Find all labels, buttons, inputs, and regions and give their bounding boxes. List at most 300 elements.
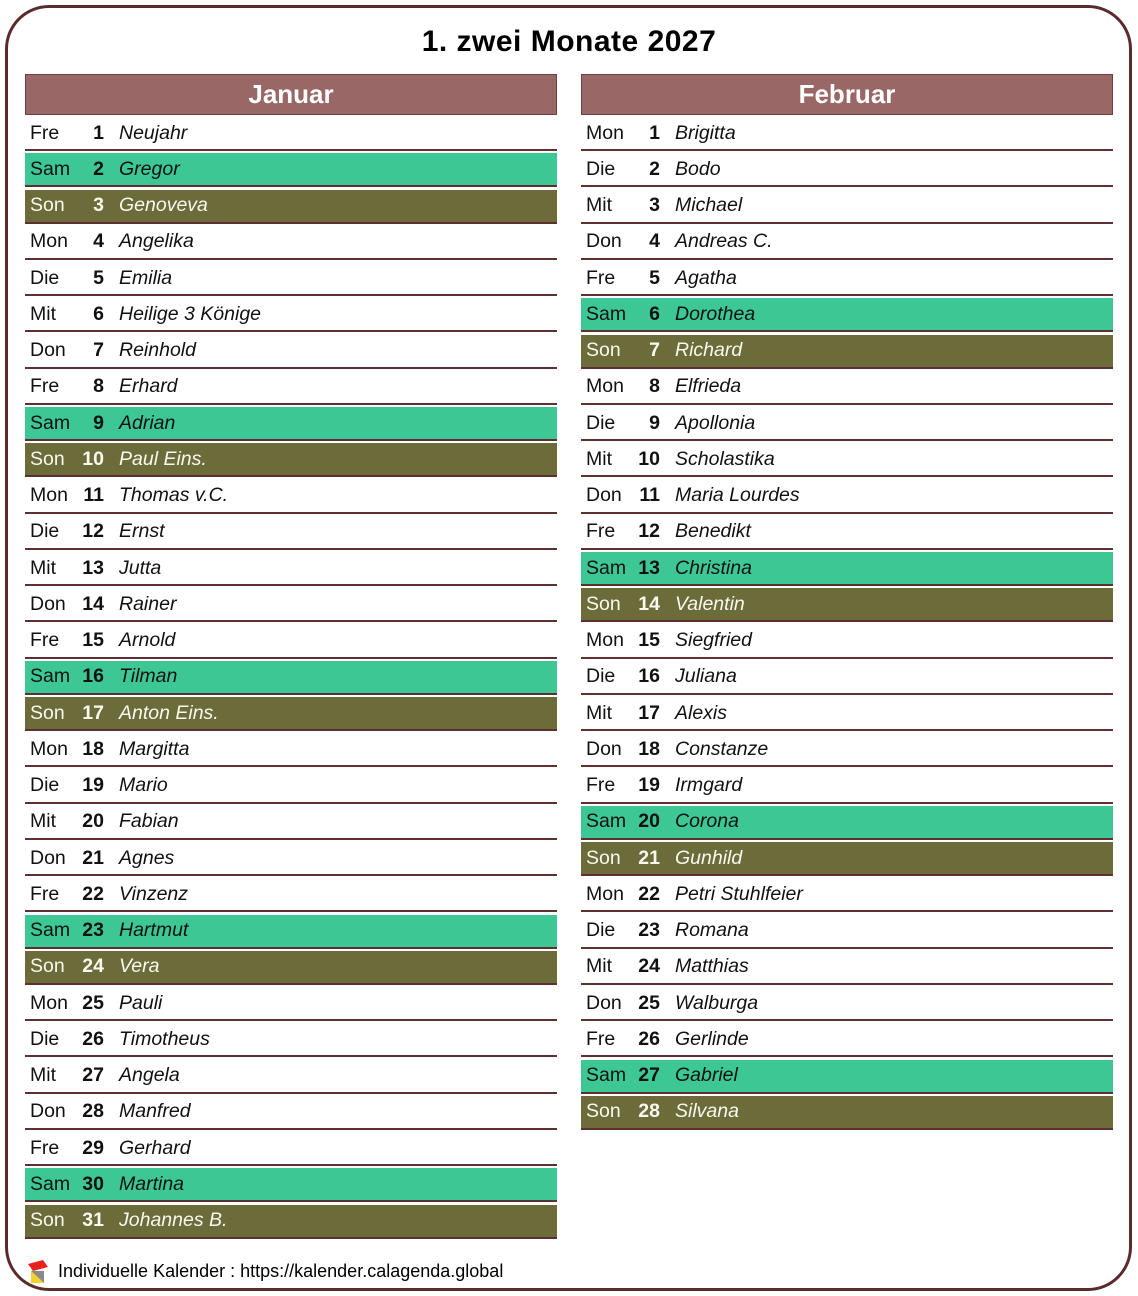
day-of-week-label: Fre [586,774,616,796]
day-band [25,842,557,876]
day-band [581,878,1113,912]
day-band [581,1096,1113,1130]
day-of-week-label: Son [30,955,65,978]
day-of-week-label: Son [586,339,621,361]
day-row [581,625,1113,661]
day-band [581,117,1113,151]
footer-calendar-link[interactable]: Individuelle Kalender : https://kalender.calagenda.global [58,1261,504,1281]
day-row [25,661,557,697]
day-of-week-label: Don [586,484,622,506]
day-number: 27 [82,1064,104,1086]
day-band [25,1168,557,1202]
name-day-label: Maria Lourdes [675,484,800,506]
day-row [25,190,557,226]
day-number: 27 [638,1064,660,1086]
day-of-week-label: Sam [586,1064,627,1086]
day-row [25,371,557,407]
name-day-label: Hartmut [119,919,189,941]
day-band [25,951,557,985]
day-row [25,915,557,951]
day-number: 24 [638,955,660,978]
day-number: 4 [93,230,104,253]
day-band [25,661,557,695]
day-number: 16 [638,665,660,688]
day-number: 17 [82,701,104,724]
day-row [581,443,1113,479]
day-row [25,480,557,516]
day-row [25,407,557,443]
day-band [581,407,1113,441]
day-band [25,190,557,224]
day-row [25,552,557,588]
day-row [25,987,557,1023]
name-day-label: Neujahr [119,121,188,144]
day-band [581,190,1113,224]
day-row [581,371,1113,407]
day-band [25,371,557,405]
name-day-label: Alexis [675,701,728,724]
name-day-label: Irmgard [675,774,743,796]
day-band [581,226,1113,260]
day-number: 6 [93,302,104,325]
day-band [581,588,1113,622]
day-of-week-label: Don [30,1100,66,1123]
day-band [25,262,557,296]
day-band [581,480,1113,514]
day-of-week-label: Fre [30,629,60,651]
name-day-label: Mario [119,774,168,796]
day-band [25,1096,557,1130]
day-number: 7 [649,339,660,361]
day-band [581,625,1113,659]
day-number: 14 [638,592,660,615]
day-of-week-label: Fre [30,375,60,398]
day-band [25,770,557,804]
name-day-label: Vinzenz [119,882,189,905]
day-band [25,806,557,840]
day-of-week-label: Son [30,701,65,724]
day-of-week-label: Die [30,520,60,543]
day-row [581,480,1113,516]
name-day-label: Elfrieda [675,375,742,398]
day-row [25,443,557,479]
day-of-week-label: Sam [30,1172,71,1195]
day-number: 12 [638,520,660,543]
day-band [25,1132,557,1166]
day-row [581,806,1113,842]
day-row [581,697,1113,733]
name-day-label: Michael [675,194,743,216]
day-number: 9 [93,411,104,434]
name-day-label: Martina [119,1172,185,1195]
day-of-week-label: Mit [586,955,612,978]
name-day-label: Vera [119,955,160,978]
day-row [25,226,557,262]
day-number: 2 [93,157,104,180]
day-number: 21 [82,846,104,869]
day-number: 16 [82,665,104,688]
day-row [25,1168,557,1204]
day-row [581,951,1113,987]
name-day-label: Reinhold [119,339,196,361]
day-band [581,1060,1113,1094]
day-band [581,516,1113,550]
day-of-week-label: Don [586,991,622,1014]
day-row [581,878,1113,914]
day-of-week-label: Sam [30,919,71,941]
day-band [25,443,557,477]
day-of-week-label: Die [30,774,60,796]
day-row [581,661,1113,697]
name-day-label: Silvana [675,1100,739,1123]
name-day-label: Apollonia [675,411,756,434]
day-of-week-label: Mit [30,810,56,833]
day-band [25,226,557,260]
day-band [581,371,1113,405]
name-day-label: Fabian [119,810,179,833]
day-of-week-label: Die [586,665,616,688]
day-band [25,697,557,731]
day-of-week-label: Sam [30,665,71,688]
name-day-label: Dorothea [675,302,756,325]
day-band [25,915,557,949]
day-band [25,987,557,1021]
day-band [581,552,1113,586]
day-of-week-label: Mon [586,121,624,144]
day-row [25,1132,557,1168]
name-day-label: Arnold [119,629,176,651]
day-row [25,806,557,842]
day-band [25,407,557,441]
day-of-week-label: Son [30,447,65,470]
day-number: 10 [638,447,660,470]
month-rows-januar [25,117,557,1241]
day-band [581,806,1113,840]
day-number: 8 [649,375,660,398]
day-row [581,588,1113,624]
day-row [581,1060,1113,1096]
name-day-label: Manfred [119,1100,191,1123]
day-number: 7 [93,339,104,361]
name-day-label: Richard [675,339,743,361]
day-of-week-label: Die [586,919,616,941]
day-number: 20 [82,810,104,833]
day-band [25,1205,557,1239]
day-of-week-label: Mon [586,629,624,651]
day-of-week-label: Mit [30,302,56,325]
footer [27,1258,503,1285]
day-number: 8 [93,375,104,398]
name-day-label: Gerhard [119,1136,191,1159]
day-of-week-label: Die [30,1027,60,1050]
day-number: 3 [649,194,660,216]
month-header-februar: Februar [581,74,1113,115]
day-of-week-label: Mon [30,991,68,1014]
name-day-label: Rainer [119,592,177,615]
day-number: 9 [649,411,660,434]
day-number: 28 [638,1100,660,1123]
day-number: 30 [82,1172,104,1195]
day-band [581,443,1113,477]
name-day-label: Christina [675,556,752,579]
day-band [25,516,557,550]
month-column-januar [25,74,557,1241]
name-day-label: Siegfried [675,629,752,651]
day-band [25,117,557,151]
day-band [581,661,1113,695]
name-day-label: Corona [675,810,739,833]
day-row [25,588,557,624]
day-of-week-label: Don [30,592,66,615]
day-row [581,153,1113,189]
name-day-label: Johannes B. [119,1209,228,1231]
day-of-week-label: Don [586,230,622,253]
day-row [581,262,1113,298]
day-number: 10 [82,447,104,470]
day-of-week-label: Mit [586,447,612,470]
day-number: 22 [638,882,660,905]
day-of-week-label: Sam [30,411,71,434]
day-row [25,878,557,914]
day-of-week-label: Fre [586,520,616,543]
month-column-februar [581,74,1113,1132]
day-row [25,153,557,189]
name-day-label: Margitta [119,737,190,760]
day-band [25,153,557,187]
day-number: 15 [638,629,660,651]
day-number: 15 [82,629,104,651]
day-number: 29 [82,1136,104,1159]
day-number: 23 [82,919,104,941]
day-row [25,335,557,371]
day-of-week-label: Fre [30,121,60,144]
day-number: 5 [649,266,660,289]
name-day-label: Thomas v.C. [119,484,229,506]
day-number: 3 [93,194,104,216]
day-row [25,1060,557,1096]
day-row [581,1023,1113,1059]
day-row [581,226,1113,262]
day-row [581,117,1113,153]
name-day-label: Erhard [119,375,178,398]
name-day-label: Agnes [119,846,175,869]
day-number: 24 [82,955,104,978]
day-row [581,190,1113,226]
name-day-label: Andreas C. [675,230,773,253]
day-of-week-label: Die [586,157,616,180]
name-day-label: Emilia [119,266,173,289]
name-day-label: Gunhild [675,846,743,869]
day-of-week-label: Mon [30,484,68,506]
day-number: 13 [638,556,660,579]
day-band [25,878,557,912]
day-band [25,552,557,586]
name-day-label: Gabriel [675,1064,738,1086]
name-day-label: Agatha [675,266,737,289]
day-of-week-label: Mon [586,882,624,905]
day-of-week-label: Fre [30,1136,60,1159]
day-number: 19 [638,774,660,796]
day-row [25,262,557,298]
name-day-label: Romana [675,919,749,941]
day-number: 11 [83,484,104,506]
day-row [581,842,1113,878]
name-day-label: Bodo [675,157,721,180]
day-band [581,335,1113,369]
day-band [25,588,557,622]
day-row [581,298,1113,334]
day-row [25,516,557,552]
name-day-label: Tilman [119,665,178,688]
day-number: 1 [93,121,104,144]
day-of-week-label: Mon [30,230,68,253]
day-band [25,1023,557,1057]
day-of-week-label: Mon [586,375,624,398]
name-day-label: Anton Eins. [119,701,219,724]
day-row [25,733,557,769]
day-band [581,1023,1113,1057]
name-day-label: Adrian [119,411,176,434]
day-band [25,480,557,514]
day-of-week-label: Son [30,1209,65,1231]
name-day-label: Walburga [675,991,759,1014]
name-day-label: Brigitta [675,121,736,144]
day-number: 31 [82,1209,104,1231]
day-number: 17 [638,701,660,724]
day-number: 12 [82,520,104,543]
day-row [25,625,557,661]
day-of-week-label: Son [586,846,621,869]
day-number: 28 [82,1100,104,1123]
day-number: 18 [638,737,660,760]
name-day-label: Ernst [119,520,165,543]
name-day-label: Constanze [675,737,769,760]
day-row [581,335,1113,371]
day-number: 19 [82,774,104,796]
name-day-label: Benedikt [675,520,751,543]
day-number: 20 [638,810,660,833]
day-of-week-label: Fre [30,882,60,905]
month-rows-februar [581,117,1113,1132]
day-of-week-label: Don [30,339,66,361]
day-band [581,153,1113,187]
day-of-week-label: Son [586,1100,621,1123]
day-band [581,298,1113,332]
day-row [25,951,557,987]
day-row [25,842,557,878]
day-number: 22 [82,882,104,905]
day-band [581,951,1113,985]
day-number: 2 [649,157,660,180]
day-number: 4 [649,230,660,253]
day-number: 25 [638,991,660,1014]
day-of-week-label: Sam [586,556,627,579]
name-day-label: Heilige 3 Könige [119,302,262,325]
day-row [25,1205,557,1241]
day-band [25,298,557,332]
day-row [581,915,1113,951]
day-of-week-label: Mon [30,737,68,760]
day-of-week-label: Die [30,266,60,289]
day-row [581,552,1113,588]
day-row [581,1096,1113,1132]
day-of-week-label: Son [30,194,65,216]
month-header-januar: Januar [25,74,557,115]
name-day-label: Genoveva [119,194,208,216]
day-number: 6 [649,302,660,325]
day-band [581,915,1113,949]
day-of-week-label: Don [586,737,622,760]
day-row [581,987,1113,1023]
day-number: 11 [639,484,660,506]
name-day-label: Timotheus [119,1027,210,1050]
day-row [581,770,1113,806]
name-day-label: Jutta [119,556,162,579]
day-band [581,697,1113,731]
day-number: 23 [638,919,660,941]
day-of-week-label: Mit [586,194,612,216]
day-row [25,117,557,153]
day-of-week-label: Son [586,592,621,615]
day-band [581,770,1113,804]
day-number: 26 [638,1027,660,1050]
day-band [25,335,557,369]
calagenda-logo-icon [27,1258,49,1285]
day-number: 13 [82,556,104,579]
day-number: 18 [82,737,104,760]
day-row [581,733,1113,769]
name-day-label: Scholastika [675,447,775,470]
name-day-label: Paul Eins. [119,447,207,470]
day-row [25,770,557,806]
day-of-week-label: Mit [30,1064,56,1086]
name-day-label: Gerlinde [675,1027,749,1050]
name-day-label: Pauli [119,991,163,1014]
day-of-week-label: Fre [586,266,616,289]
day-band [25,733,557,767]
day-of-week-label: Sam [586,810,627,833]
day-band [581,987,1113,1021]
page-title: 1. zwei Monate 2027 [421,25,717,58]
day-number: 21 [638,846,660,869]
name-day-label: Petri Stuhlfeier [675,882,803,905]
day-number: 5 [93,266,104,289]
day-row [581,407,1113,443]
day-row [25,1096,557,1132]
day-of-week-label: Die [586,411,616,434]
day-of-week-label: Sam [586,302,627,325]
day-of-week-label: Mit [586,701,612,724]
day-row [25,298,557,334]
day-number: 1 [649,121,660,144]
day-row [25,697,557,733]
day-number: 25 [82,991,104,1014]
name-day-label: Valentin [675,592,745,615]
name-day-label: Juliana [675,665,737,688]
day-number: 14 [82,592,104,615]
name-day-label: Angelika [119,230,194,253]
day-band [25,625,557,659]
day-band [581,842,1113,876]
day-band [581,733,1113,767]
day-of-week-label: Don [30,846,66,869]
name-day-label: Matthias [675,955,749,978]
day-band [25,1060,557,1094]
day-row [25,1023,557,1059]
day-of-week-label: Mit [30,556,56,579]
name-day-label: Angela [119,1064,180,1086]
day-number: 26 [82,1027,104,1050]
